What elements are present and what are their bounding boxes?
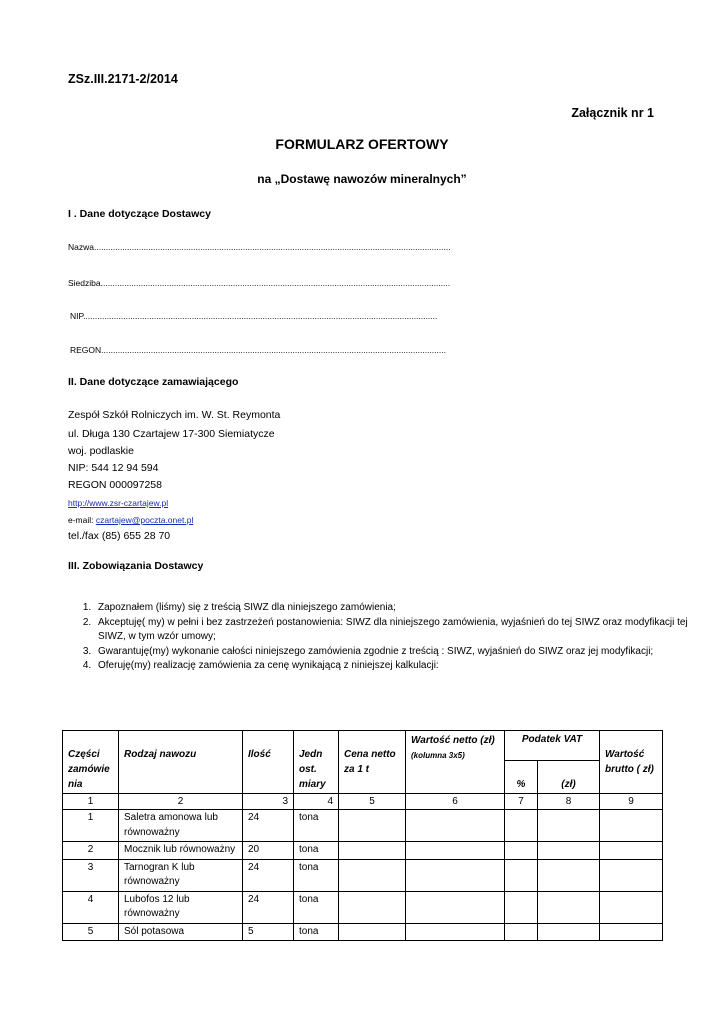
vat-amount-cell[interactable] — [538, 859, 600, 891]
supplier-nip-field[interactable]: NIP...................................................................................................................................................... — [70, 311, 438, 321]
col-header-gross: Wartość brutto ( zł) — [600, 731, 663, 794]
price-cell[interactable] — [339, 891, 406, 923]
unit-cell: tona — [294, 842, 339, 860]
unit-cell: tona — [294, 859, 339, 891]
vat-percent-cell[interactable] — [505, 859, 538, 891]
net-value-note: (kolumna 3x5) — [411, 751, 465, 760]
fertilizer-name: Tarnogran K lub równoważny — [119, 859, 243, 891]
gross-value-cell[interactable] — [600, 891, 663, 923]
quantity-cell: 24 — [243, 859, 294, 891]
gross-value-cell[interactable] — [600, 842, 663, 860]
fertilizer-name: Mocznik lub równoważny — [119, 842, 243, 860]
page-title: FORMULARZ OFERTOWY — [275, 136, 449, 152]
row-number: 4 — [63, 891, 119, 923]
row-number: 3 — [63, 859, 119, 891]
gross-value-cell[interactable] — [600, 810, 663, 842]
row-number: 1 — [63, 810, 119, 842]
list-item: 4. Oferuję(my) realizację zamówienia za cenę wynikającą z niniejszej kalkulacji: — [94, 659, 694, 674]
buyer-phone: tel./fax (85) 655 28 70 — [68, 530, 171, 542]
supplier-name-field[interactable]: Nazwa....................................................................................................................................................... — [68, 242, 451, 252]
price-cell[interactable] — [339, 842, 406, 860]
table-row — [63, 810, 663, 842]
unit-cell: tona — [294, 923, 339, 941]
gross-value-cell[interactable] — [600, 923, 663, 941]
section-3-heading: III. Zobowiązania Dostawcy — [68, 560, 204, 572]
vat-percent-cell[interactable] — [505, 810, 538, 842]
net-value-cell[interactable] — [406, 923, 505, 941]
section-1-heading: I . Dane dotyczące Dostawcy — [68, 208, 211, 220]
buyer-website-line — [68, 498, 168, 508]
buyer-nip: NIP: 544 12 94 594 — [68, 462, 159, 474]
vat-percent-cell[interactable] — [505, 923, 538, 941]
col-header-vat-amount: (zł) — [538, 761, 600, 794]
quantity-cell: 24 — [243, 810, 294, 842]
unit-cell: tona — [294, 810, 339, 842]
net-value-label: Wartość netto (zł) — [411, 735, 495, 746]
quantity-cell: 20 — [243, 842, 294, 860]
vat-amount-cell[interactable] — [538, 810, 600, 842]
fertilizer-name: Lubofos 12 lub równoważny — [119, 891, 243, 923]
buyer-email-line — [68, 515, 193, 525]
buyer-regon: REGON 000097258 — [68, 479, 162, 491]
table-row — [63, 891, 663, 923]
attachment-label: Załącznik nr 1 — [571, 106, 654, 120]
vat-amount-cell[interactable] — [538, 891, 600, 923]
column-number-row — [63, 794, 663, 810]
col-header-fertilizer: Rodzaj nawozu — [119, 731, 243, 794]
col-header-vat-percent: % — [505, 761, 538, 794]
vat-percent-cell[interactable] — [505, 891, 538, 923]
unit-cell: tona — [294, 891, 339, 923]
column-number: 6 — [406, 794, 505, 810]
buyer-address: ul. Długa 130 Czartajew 17-300 Siemiatycze — [68, 428, 275, 440]
list-item: 2. Akceptuję( my) w pełni i bez zastrzeżeń postanowienia: SIWZ dla niniejszego zamówienia, wyjaśnień do tej SIWZ oraz modyfikacji tej SIWZ, w tym wzór umowy; — [94, 616, 694, 645]
quantity-cell: 5 — [243, 923, 294, 941]
row-number: 2 — [63, 842, 119, 860]
net-value-cell[interactable] — [406, 891, 505, 923]
table-row — [63, 923, 663, 941]
buyer-name: Zespół Szkół Rolniczych im. W. St. Reymonta — [68, 409, 281, 421]
fertilizer-name: Sól potasowa — [119, 923, 243, 941]
column-number: 1 — [63, 794, 119, 810]
price-calculation-table — [62, 730, 663, 941]
email-link[interactable]: czartajew@poczta.onet.pl — [95, 515, 194, 525]
column-number: 4 — [294, 794, 339, 810]
col-header-vat: Podatek VAT — [505, 731, 600, 761]
column-number: 5 — [339, 794, 406, 810]
supplier-regon-field[interactable]: REGON.................................................................................................................................................. — [70, 345, 446, 355]
column-number: 7 — [505, 794, 538, 810]
list-item: 1. Zapoznałem (liśmy) się z treścią SIWZ dla niniejszego zamówienia; — [94, 601, 694, 616]
table-row — [63, 859, 663, 891]
column-number: 8 — [538, 794, 600, 810]
fertilizer-name: Saletra amonowa lub równoważny — [119, 810, 243, 842]
email-label: e-mail: — [68, 515, 96, 525]
supplier-seat-field[interactable]: Siedziba.................................................................................................................................................... — [68, 278, 451, 288]
vat-percent-cell[interactable] — [505, 842, 538, 860]
list-item: 3. Gwarantuję(my) wykonanie całości niniejszego zamówienia zgodnie z treścią : SIWZ, wyjaśnień do SIWZ oraz jej modyfikacji; — [94, 645, 694, 660]
vat-amount-cell[interactable] — [538, 842, 600, 860]
col-header-price: Cena netto za 1 t — [339, 731, 406, 794]
vat-amount-cell[interactable] — [538, 923, 600, 941]
row-number: 5 — [63, 923, 119, 941]
col-header-unit: Jedn ost. miary — [294, 731, 339, 794]
price-cell[interactable] — [339, 859, 406, 891]
quantity-cell: 24 — [243, 891, 294, 923]
section-2-heading: II. Dane dotyczące zamawiającego — [68, 376, 239, 388]
net-value-cell[interactable] — [406, 810, 505, 842]
obligations-list — [68, 601, 694, 674]
col-header-net-value — [406, 731, 505, 794]
net-value-cell[interactable] — [406, 859, 505, 891]
document-reference: ZSz.III.2171-2/2014 — [68, 72, 178, 86]
col-header-part: Części zamówie nia — [63, 731, 119, 794]
column-number: 3 — [243, 794, 294, 810]
net-value-cell[interactable] — [406, 842, 505, 860]
buyer-region: woj. podlaskie — [68, 445, 134, 457]
column-number: 2 — [119, 794, 243, 810]
column-number: 9 — [600, 794, 663, 810]
page-subtitle: na „Dostawę nawozów mineralnych” — [257, 172, 467, 186]
website-link[interactable]: http://www.zsr-czartajew.pl — [68, 498, 169, 508]
gross-value-cell[interactable] — [600, 859, 663, 891]
price-cell[interactable] — [339, 923, 406, 941]
table-row — [63, 842, 663, 860]
price-cell[interactable] — [339, 810, 406, 842]
col-header-quantity: Ilość — [243, 731, 294, 794]
